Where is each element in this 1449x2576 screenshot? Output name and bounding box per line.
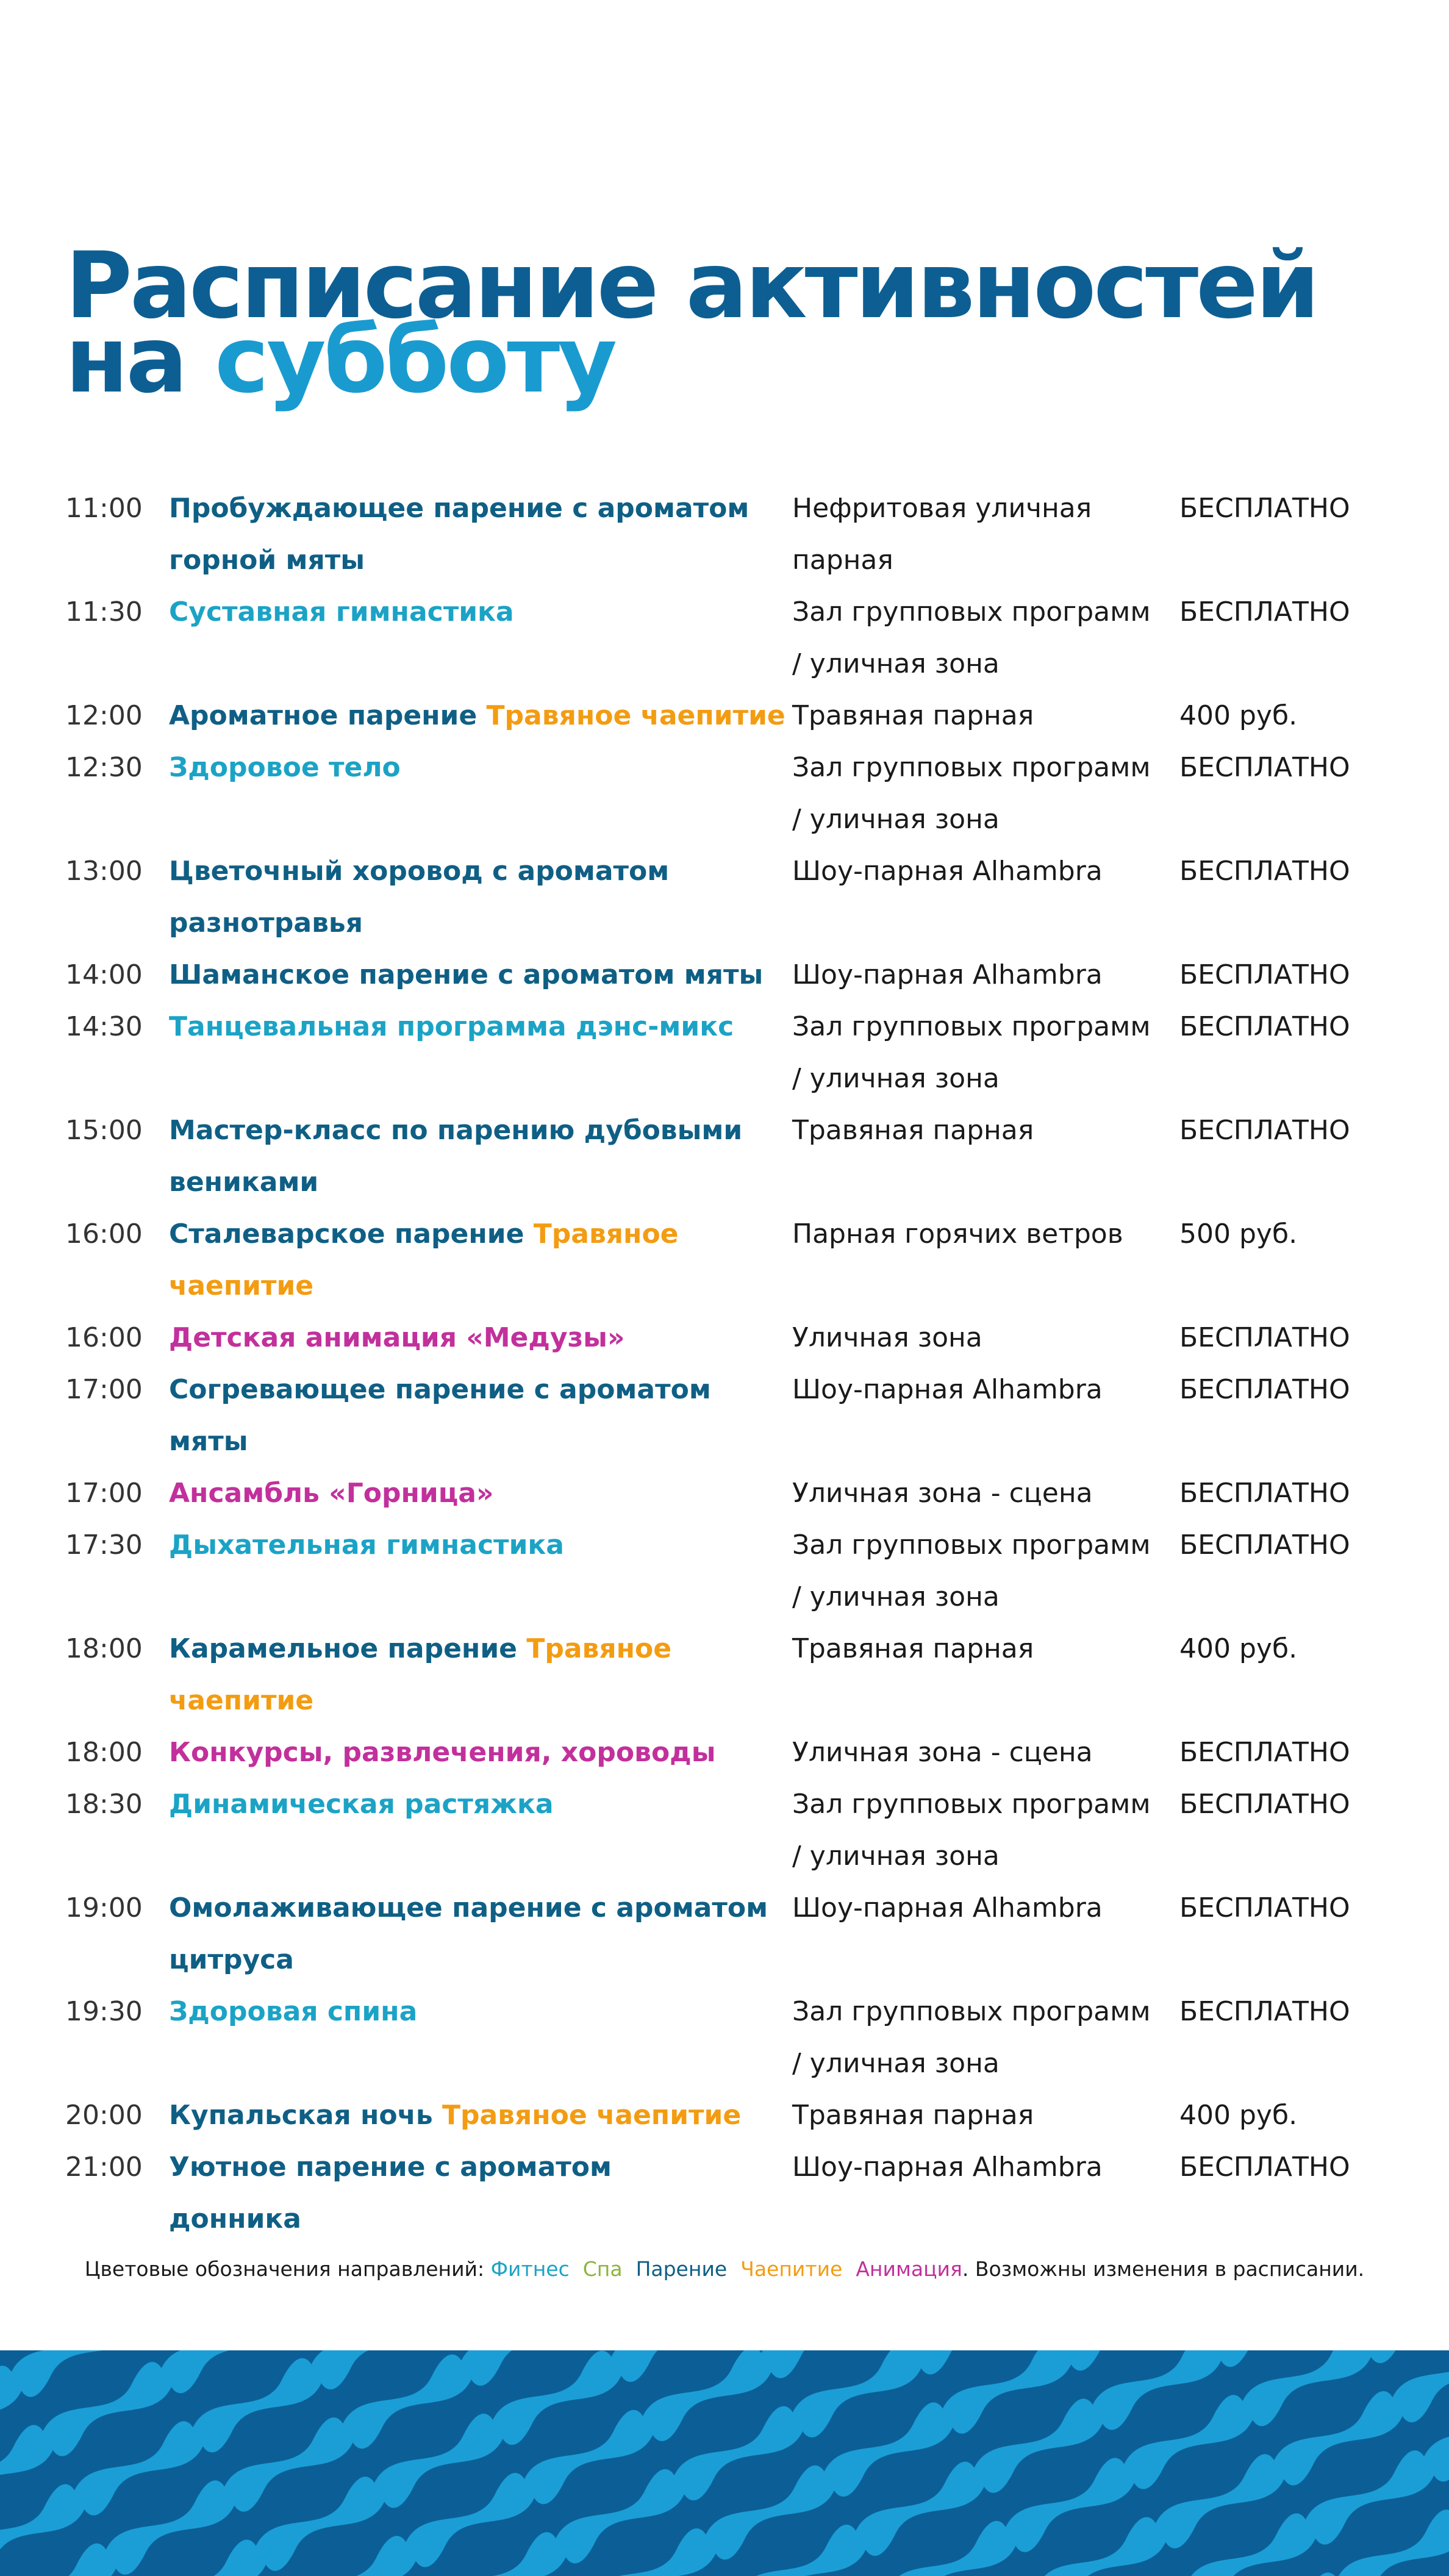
schedule-time: 18:00 [65, 1737, 143, 1768]
location-line-1: Шоу-парная Alhambra [792, 959, 1103, 990]
schedule-price: БЕСПЛАТНО [1179, 1322, 1350, 1353]
schedule-activity [169, 845, 792, 949]
schedule-location [792, 845, 1179, 897]
activity-name: Карамельное парение [169, 1633, 527, 1664]
color-legend [0, 2257, 1449, 2281]
schedule-location [792, 1104, 1179, 1156]
activity-name-line-2: разнотравья [169, 907, 363, 939]
schedule-activity [169, 1726, 792, 1778]
schedule-price: БЕСПЛАТНО [1179, 752, 1350, 783]
schedule-time: 14:00 [65, 959, 143, 990]
schedule-location [792, 742, 1179, 845]
schedule-time: 18:00 [65, 1633, 143, 1664]
schedule-row [65, 586, 1431, 690]
schedule-activity [169, 949, 792, 1001]
schedule-price: БЕСПЛАТНО [1179, 596, 1350, 628]
schedule-row [65, 2141, 1431, 2245]
activity-name: Омолаживающее парение с ароматом [169, 1892, 768, 1923]
schedule-time: 11:30 [65, 596, 143, 628]
activity-name: Конкурсы, развлечения, хороводы [169, 1737, 716, 1768]
title-line-1: Расписание активностей [65, 233, 1318, 339]
activity-name-line-2: вениками [169, 1167, 319, 1198]
schedule-price: БЕСПЛАТНО [1179, 1892, 1350, 1923]
schedule-row [65, 482, 1431, 586]
schedule-row [65, 1519, 1431, 1623]
tea-tag: Травяное чаепитие [442, 2100, 742, 2131]
schedule-price: БЕСПЛАТНО [1179, 1478, 1350, 1509]
schedule-price: 500 руб. [1179, 1218, 1298, 1250]
location-line-1: Зал групповых программ [792, 1789, 1151, 1820]
schedule-time: 18:30 [65, 1789, 143, 1820]
schedule-time: 17:30 [65, 1530, 143, 1561]
activity-name: Здоровая спина [169, 1996, 418, 2027]
location-line-1: Шоу-парная Alhambra [792, 2152, 1103, 2183]
schedule-activity [169, 2141, 792, 2245]
activity-name: Пробуждающее парение с ароматом [169, 493, 750, 524]
schedule-activity [169, 586, 792, 638]
location-line-1: Нефритовая уличная [792, 493, 1092, 524]
schedule-row [65, 1104, 1431, 1208]
location-line-1: Зал групповых программ [792, 752, 1151, 783]
schedule-time: 19:00 [65, 1892, 143, 1923]
schedule-activity [169, 1104, 792, 1208]
activity-name: Динамическая растяжка [169, 1789, 554, 1820]
schedule-row [65, 1623, 1431, 1726]
schedule-row [65, 1726, 1431, 1778]
schedule-table [65, 482, 1431, 2245]
location-line-1: Шоу-парная Alhambra [792, 1374, 1103, 1405]
activity-name: Согревающее парение с ароматом мяты [169, 1374, 711, 1457]
schedule-activity [169, 482, 792, 586]
wave-pattern-footer [0, 2350, 1449, 2576]
schedule-price: 400 руб. [1179, 2100, 1298, 2131]
schedule-price: БЕСПЛАТНО [1179, 493, 1350, 524]
schedule-activity [169, 742, 792, 793]
schedule-time: 15:00 [65, 1115, 143, 1146]
schedule-location [792, 1467, 1179, 1519]
activity-name: Шаманское парение с ароматом мяты [169, 959, 764, 990]
schedule-activity [169, 1882, 792, 1986]
title-line-2-prefix: на [65, 307, 215, 413]
schedule-time: 17:00 [65, 1478, 143, 1509]
schedule-activity [169, 1001, 792, 1053]
schedule-time: 16:00 [65, 1218, 143, 1250]
schedule-location [792, 1001, 1179, 1104]
schedule-price: 400 руб. [1179, 1633, 1298, 1664]
schedule-location [792, 2089, 1179, 2141]
wave-pattern [0, 2350, 1449, 2576]
activity-name: Танцевальная программа дэнс-микс [169, 1011, 734, 1042]
location-line-2: парная [792, 545, 893, 576]
page-title [65, 233, 1318, 413]
location-line-1: Шоу-парная Alhambra [792, 856, 1103, 887]
location-line-1: Уличная зона - сцена [792, 1478, 1093, 1509]
activity-name: Суставная гимнастика [169, 596, 514, 628]
location-line-1: Зал групповых программ [792, 1011, 1151, 1042]
activity-name: Купальская ночь [169, 2100, 442, 2131]
location-line-2: / уличная зона [792, 648, 1000, 679]
schedule-activity [169, 1467, 792, 1519]
tea-tag: Травяное чаепитие [169, 1218, 679, 1301]
location-line-1: Травяная парная [792, 700, 1034, 731]
schedule-location [792, 949, 1179, 1001]
legend-tea: Чаепитие [740, 2257, 843, 2281]
schedule-location [792, 1726, 1179, 1778]
schedule-price: БЕСПЛАТНО [1179, 959, 1350, 990]
schedule-activity [169, 690, 792, 742]
schedule-row [65, 742, 1431, 845]
location-line-1: Шоу-парная Alhambra [792, 1892, 1103, 1923]
activity-name-line-2: донника [169, 2203, 301, 2234]
activity-name: Ароматное парение [169, 700, 487, 731]
schedule-row [65, 1001, 1431, 1104]
location-line-1: Парная горячих ветров [792, 1218, 1123, 1250]
schedule-activity [169, 2089, 792, 2141]
schedule-activity [169, 1778, 792, 1830]
location-line-1: Зал групповых программ [792, 1996, 1151, 2027]
activity-name: Мастер-класс по парению дубовыми [169, 1115, 743, 1146]
location-line-2: / уличная зона [792, 2048, 1000, 2079]
schedule-row [65, 1882, 1431, 1986]
schedule-price: БЕСПЛАТНО [1179, 2152, 1350, 2183]
schedule-row [65, 1778, 1431, 1882]
schedule-time: 11:00 [65, 493, 143, 524]
location-line-2: / уличная зона [792, 1063, 1000, 1094]
location-line-2: / уличная зона [792, 1841, 1000, 1872]
schedule-price: БЕСПЛАТНО [1179, 1530, 1350, 1561]
schedule-price: БЕСПЛАТНО [1179, 1374, 1350, 1405]
legend-parenie: Парение [635, 2257, 728, 2281]
schedule-location [792, 2141, 1179, 2193]
schedule-time: 17:00 [65, 1374, 143, 1405]
schedule-location [792, 690, 1179, 742]
schedule-time: 21:00 [65, 2152, 143, 2183]
activity-name: Здоровое тело [169, 752, 401, 783]
legend-animation: Анимация [856, 2257, 962, 2281]
schedule-activity [169, 1312, 792, 1364]
legend-prefix: Цветовые обозначения направлений: [84, 2257, 491, 2281]
location-line-1: Травяная парная [792, 1633, 1034, 1664]
schedule-location [792, 586, 1179, 690]
legend-spa: Спа [582, 2257, 623, 2281]
schedule-time: 12:30 [65, 752, 143, 783]
schedule-price: БЕСПЛАТНО [1179, 1996, 1350, 2027]
tea-tag: Травяное чаепитие [486, 700, 785, 731]
schedule-location [792, 1986, 1179, 2089]
schedule-row [65, 690, 1431, 742]
activity-name-line-2: цитруса [169, 1944, 294, 1975]
schedule-time: 14:30 [65, 1011, 143, 1042]
schedule-row [65, 1208, 1431, 1312]
schedule-row [65, 845, 1431, 949]
schedule-row [65, 949, 1431, 1001]
schedule-time: 12:00 [65, 700, 143, 731]
schedule-activity [169, 1364, 792, 1467]
schedule-location [792, 1623, 1179, 1675]
location-line-1: Уличная зона [792, 1322, 982, 1353]
schedule-price: БЕСПЛАТНО [1179, 1011, 1350, 1042]
location-line-1: Уличная зона - сцена [792, 1737, 1093, 1768]
location-line-1: Зал групповых программ [792, 596, 1151, 628]
location-line-1: Травяная парная [792, 1115, 1034, 1146]
title-line-2-accent: субботу [215, 307, 615, 413]
location-line-2: / уличная зона [792, 1581, 1000, 1612]
schedule-location [792, 1778, 1179, 1882]
schedule-location [792, 1364, 1179, 1415]
schedule-time: 16:00 [65, 1322, 143, 1353]
activity-name: Дыхательная гимнастика [169, 1530, 564, 1561]
schedule-location [792, 1882, 1179, 1934]
schedule-activity [169, 1519, 792, 1571]
schedule-location [792, 1519, 1179, 1623]
legend-suffix: . Возможны изменения в расписании. [962, 2257, 1365, 2281]
schedule-location [792, 1312, 1179, 1364]
schedule-price: БЕСПЛАТНО [1179, 856, 1350, 887]
schedule-price: БЕСПЛАТНО [1179, 1115, 1350, 1146]
activity-name: Ансамбль «Горница» [169, 1478, 494, 1509]
schedule-activity [169, 1623, 792, 1726]
schedule-time: 13:00 [65, 856, 143, 887]
tea-tag: Травяное чаепитие [169, 1633, 672, 1716]
schedule-row [65, 1467, 1431, 1519]
activity-name-line-2: горной мяты [169, 545, 365, 576]
schedule-row [65, 2089, 1431, 2141]
schedule-price: БЕСПЛАТНО [1179, 1737, 1350, 1768]
schedule-row [65, 1364, 1431, 1467]
schedule-price: БЕСПЛАТНО [1179, 1789, 1350, 1820]
schedule-row [65, 1986, 1431, 2089]
activity-name: Детская анимация «Медузы» [169, 1322, 625, 1353]
schedule-activity [169, 1208, 792, 1312]
schedule-activity [169, 1986, 792, 2038]
activity-name: Сталеварское парение [169, 1218, 534, 1250]
activity-name: Уютное парение с ароматом [169, 2152, 612, 2183]
schedule-price: 400 руб. [1179, 700, 1298, 731]
location-line-1: Травяная парная [792, 2100, 1034, 2131]
schedule-location [792, 482, 1179, 586]
location-line-1: Зал групповых программ [792, 1530, 1151, 1561]
activity-name: Цветочный хоровод с ароматом [169, 856, 670, 887]
schedule-location [792, 1208, 1179, 1260]
schedule-time: 20:00 [65, 2100, 143, 2131]
location-line-2: / уличная зона [792, 804, 1000, 835]
schedule-time: 19:30 [65, 1996, 143, 2027]
legend-fitness: Фитнес [490, 2257, 570, 2281]
schedule-row [65, 1312, 1431, 1364]
